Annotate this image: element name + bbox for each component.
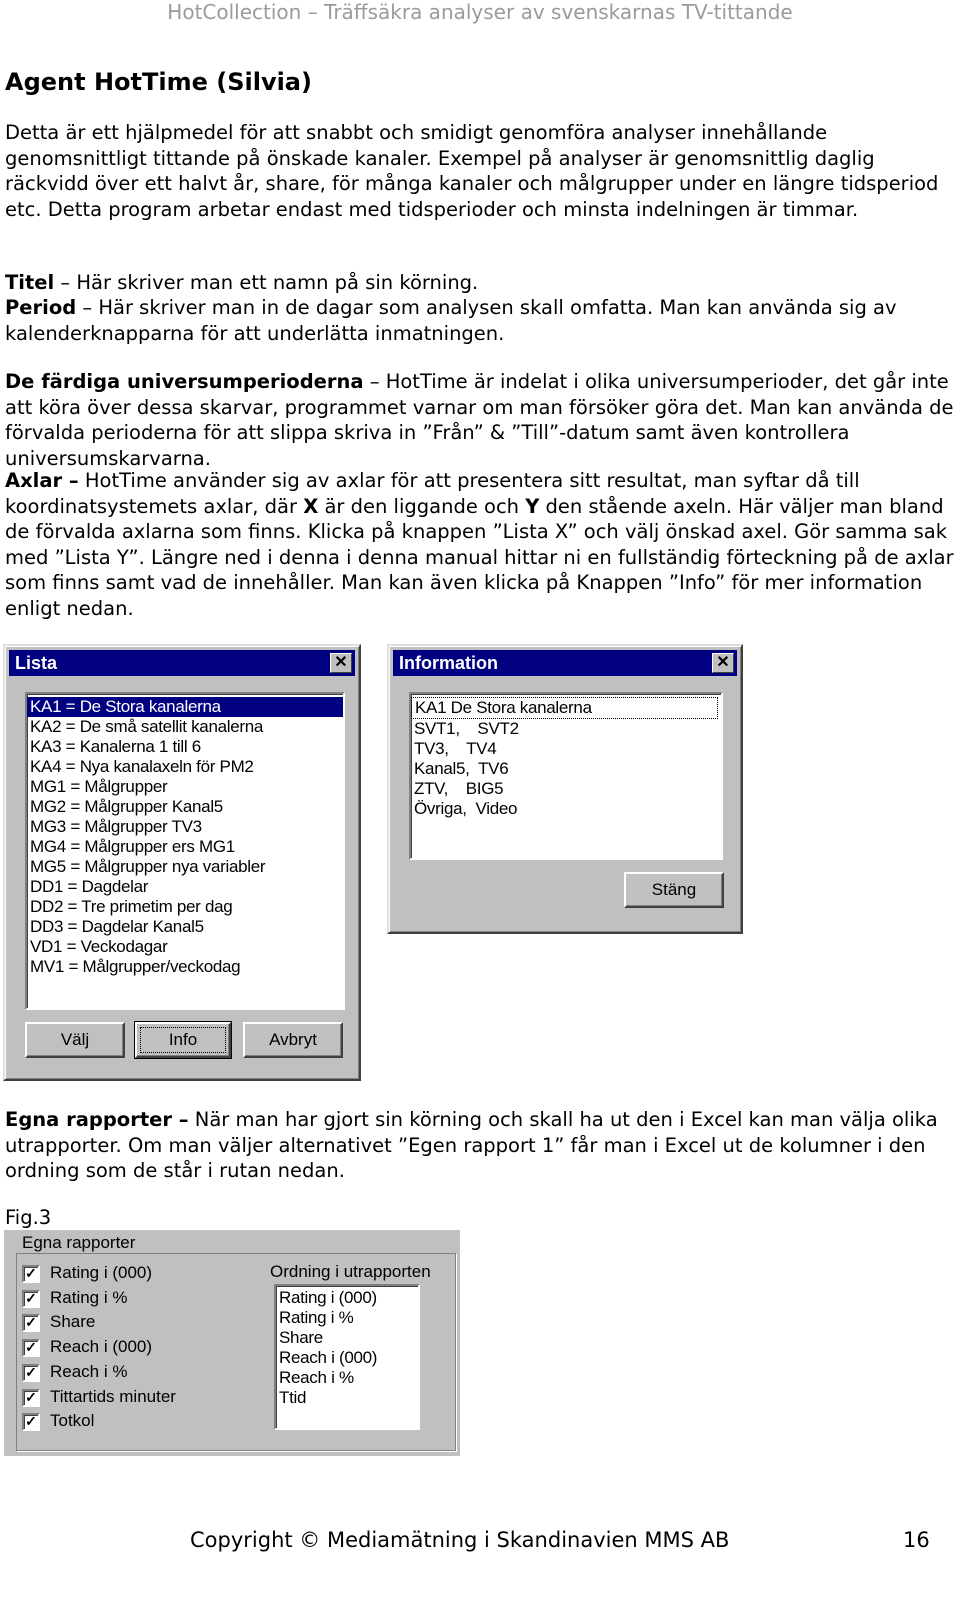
axlar-paragraph [5, 468, 955, 622]
list-item[interactable]: MG3 = Målgrupper TV3 [30, 817, 202, 836]
checkbox-check-icon[interactable]: ✓ [22, 1413, 40, 1431]
list-item[interactable]: MG1 = Målgrupper [30, 777, 168, 796]
checkbox-check-icon[interactable]: ✓ [22, 1314, 40, 1332]
close-icon[interactable]: ✕ [712, 653, 734, 673]
page-number: 16 [903, 1528, 930, 1552]
univ-term: De färdiga universumperioderna [5, 370, 364, 393]
group-label: Egna rapporter [22, 1233, 136, 1252]
univ-paragraph [5, 369, 955, 471]
order-item[interactable]: Reach i (000) [279, 1348, 378, 1367]
checkbox-reach-pct[interactable] [22, 1361, 127, 1385]
list-item[interactable]: DD2 = Tre primetim per dag [30, 897, 233, 916]
period-text: – Här skriver man in de dagar som analysen skall omfatta. Man kan använda sig av kalenderknapparna för att underlätta inmatningen. [5, 296, 897, 345]
egna-text: När man har gjort sin körning och skall ha ut den i Excel kan man välja olika utrapporter. Om man väljer alternativet ”Egen rapport 1” får man i Excel ut de kolumner i den ordning som de står i rutan nedan. [5, 1108, 938, 1183]
checkbox-label: Tittartids minuter [50, 1387, 176, 1406]
axis-y-term: Y [525, 494, 540, 518]
figure-label: Fig.3 [5, 1206, 52, 1229]
titel-term: Titel [5, 271, 55, 294]
info-line: TV3, TV4 [414, 739, 497, 758]
lista-title: Lista [15, 653, 58, 673]
list-item[interactable]: VD1 = Veckodagar [30, 937, 168, 956]
page-header: HotCollection – Träffsäkra analyser av svenskarnas TV-tittande [167, 0, 793, 24]
axlar-text-3: den stående axeln. Här väljer man bland de förvalda axlarna som finns. Klicka på knappen ”Lista X” och välj önskad axel. Gör samma sak med ”Lista Y”. Längre ned i denna i denna manual hittar ni en fullständig förteckning på de axlar som finns samt vad de innehåller. Man kan även klicka på Knappen ”Info” för mer information enligt nedan. [5, 494, 954, 620]
axlar-term: Axlar – [5, 469, 79, 492]
footer-copyright: Copyright © Mediamätning i Skandinavien MMS AB [190, 1528, 730, 1552]
egna-paragraph [5, 1107, 955, 1184]
info-button[interactable] [135, 1022, 231, 1058]
titel-text: – Här skriver man ett namn på sin körning. [54, 271, 479, 294]
order-item[interactable]: Share [279, 1328, 323, 1347]
info-line: KA1 De Stora kanalerna [411, 697, 718, 719]
list-item[interactable]: MG5 = Målgrupper nya variabler [30, 857, 266, 876]
information-textbox [409, 692, 723, 860]
info-line: SVT1, SVT2 [414, 719, 519, 738]
checkbox-reach-000[interactable] [22, 1336, 152, 1360]
list-item[interactable]: MG4 = Målgrupper ers MG1 [30, 837, 235, 856]
axlar-text-2: är den liggande och [318, 494, 526, 518]
checkbox-check-icon[interactable]: ✓ [22, 1339, 40, 1357]
information-dialog [387, 644, 743, 934]
checkbox-check-icon[interactable]: ✓ [22, 1389, 40, 1407]
information-title: Information [399, 653, 498, 673]
lista-dialog [3, 644, 361, 1081]
axis-x-term: X [303, 494, 319, 518]
order-item[interactable]: Reach i % [279, 1368, 354, 1387]
intro-paragraph: Detta är ett hjälpmedel för att snabbt och smidigt genomföra analyser innehållande genomsnittligt tittande på önskade kanaler. Exempel på analyser är genomsnittlig daglig räckvidd över ett halvt år, share, för många kanaler och målgrupper under en längre tidsperiod etc. Detta program arbetar endast med tidsperioder och minsta indelningen är timmar. [5, 121, 939, 221]
page-title: Agent HotTime (Silvia) [5, 68, 312, 96]
checkbox-check-icon[interactable]: ✓ [22, 1290, 40, 1308]
information-titlebar [393, 650, 737, 676]
list-item[interactable]: MG2 = Målgrupper Kanal5 [30, 797, 223, 816]
stang-button[interactable]: Stäng [624, 872, 724, 908]
checkbox-tittartid[interactable] [22, 1386, 176, 1410]
checkbox-check-icon[interactable]: ✓ [22, 1265, 40, 1283]
checkbox-label: Totkol [50, 1411, 95, 1430]
univ-text: – HotTime är indelat i olika universumperioder, det går inte att köra över dessa skarvar, programmet varnar om man försöker göra det. Man kan använda de förvalda perioderna för att slippa skriva in ”Från” & ”Till”-datum samt även kontrollera universumskarvarna. [5, 370, 954, 470]
lista-titlebar [9, 650, 355, 676]
valj-button[interactable]: Välj [25, 1022, 125, 1058]
checkbox-label: Rating i (000) [50, 1263, 153, 1282]
list-item[interactable]: KA3 = Kanalerna 1 till 6 [30, 737, 201, 756]
info-button-label: Info [140, 1027, 226, 1053]
checkbox-label: Reach i % [50, 1362, 128, 1381]
checkbox-rating-pct[interactable] [22, 1287, 127, 1311]
info-line: Övriga, Video [414, 799, 518, 818]
list-item[interactable]: DD1 = Dagdelar [30, 877, 149, 896]
order-listbox[interactable] [274, 1284, 420, 1430]
period-paragraph [5, 295, 955, 346]
list-item[interactable]: KA2 = De små satellit kanalerna [30, 717, 264, 736]
titel-paragraph [5, 270, 955, 296]
checkbox-rating-000[interactable] [22, 1262, 152, 1286]
order-item[interactable]: Rating i (000) [279, 1288, 377, 1307]
checkbox-check-icon[interactable]: ✓ [22, 1364, 40, 1382]
list-item[interactable]: KA4 = Nya kanalaxeln för PM2 [30, 757, 254, 776]
period-term: Period [5, 296, 77, 319]
order-item[interactable]: Ttid [279, 1388, 307, 1407]
info-line: ZTV, BIG5 [414, 779, 504, 798]
order-item[interactable]: Rating i % [279, 1308, 354, 1327]
axlar-text-1: HotTime använder sig av axlar för att presentera sitt resultat, man syftar då till koordinatsystemets axlar, där [5, 469, 860, 518]
list-item[interactable]: DD3 = Dagdelar Kanal5 [30, 917, 204, 936]
info-line: Kanal5, TV6 [414, 759, 509, 778]
checkbox-share[interactable] [22, 1311, 95, 1335]
avbryt-button[interactable]: Avbryt [243, 1022, 343, 1058]
order-label: Ordning i utrapporten [270, 1262, 431, 1281]
checkbox-label: Share [50, 1312, 96, 1331]
checkbox-label: Reach i (000) [50, 1337, 153, 1356]
lista-listbox[interactable] [25, 692, 345, 1010]
list-item[interactable]: KA1 = De Stora kanalerna [27, 697, 343, 717]
checkbox-totkol[interactable] [22, 1410, 94, 1434]
list-item[interactable]: MV1 = Målgrupper/veckodag [30, 957, 241, 976]
egna-term: Egna rapporter – [5, 1108, 189, 1131]
close-icon[interactable]: ✕ [330, 653, 352, 673]
checkbox-label: Rating i % [50, 1288, 128, 1307]
